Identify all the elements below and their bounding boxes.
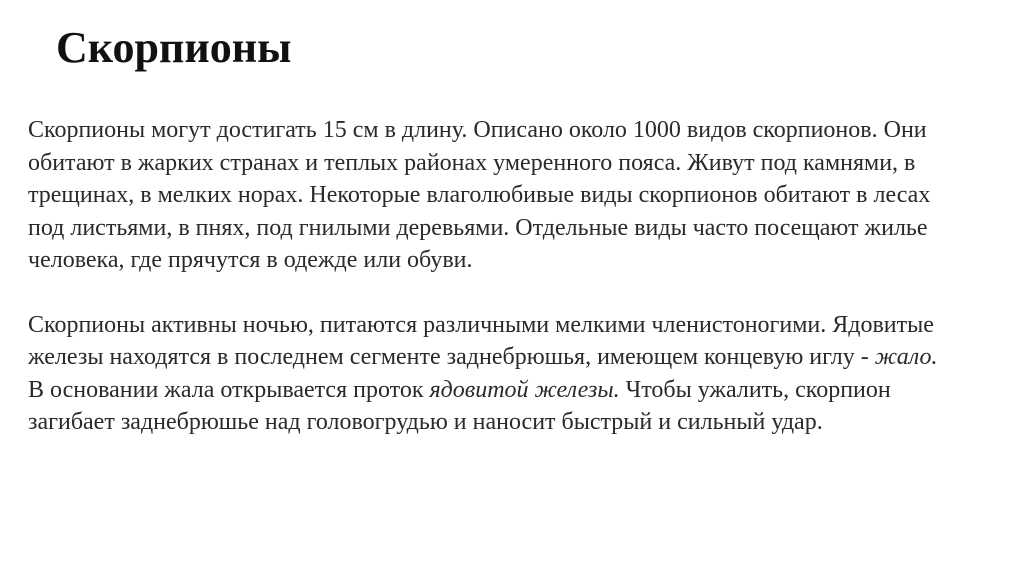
- text-segment: Чтобы ужалить, скорпион: [619, 376, 891, 403]
- emphasis-term-sting: жало.: [874, 344, 938, 370]
- emphasis-term-venom-gland: ядовитой железы.: [429, 376, 620, 403]
- text-line: под листьями, в пнях, под гнилыми деревьями. Отдельные виды часто посещают жилье: [28, 214, 928, 241]
- text-line: человека, где прячутся в одежде или обуви.: [28, 247, 473, 273]
- text-line: обитают в жарких странах и теплых районах умеренного пояса. Живут под камнями, в: [28, 149, 916, 176]
- text-line: [28, 341, 1008, 374]
- text-segment: железы находятся в последнем сегменте заднебрюшья, имеющем концевую иглу -: [28, 344, 875, 370]
- paragraph-habitat: [28, 114, 1008, 277]
- text-line: [28, 374, 1008, 407]
- text-line: трещинах, в мелких норах. Некоторые влаголюбивые виды скорпионов обитают в лесах: [28, 182, 931, 208]
- slide-body: [28, 114, 1008, 439]
- slide-title: Скорпионы: [56, 23, 292, 72]
- paragraph-behavior: [28, 309, 1008, 439]
- text-line: Скорпионы могут достигать 15 см в длину. Описано около 1000 видов скорпионов. Они: [28, 117, 927, 143]
- text-line: загибает заднебрюшье над головогрудью и наносит быстрый и сильный удар.: [28, 409, 823, 435]
- text-line: Скорпионы активны ночью, питаются различными мелкими членистоногими. Ядовитые: [28, 311, 934, 338]
- text-segment: В основании жала открывается проток: [28, 376, 430, 403]
